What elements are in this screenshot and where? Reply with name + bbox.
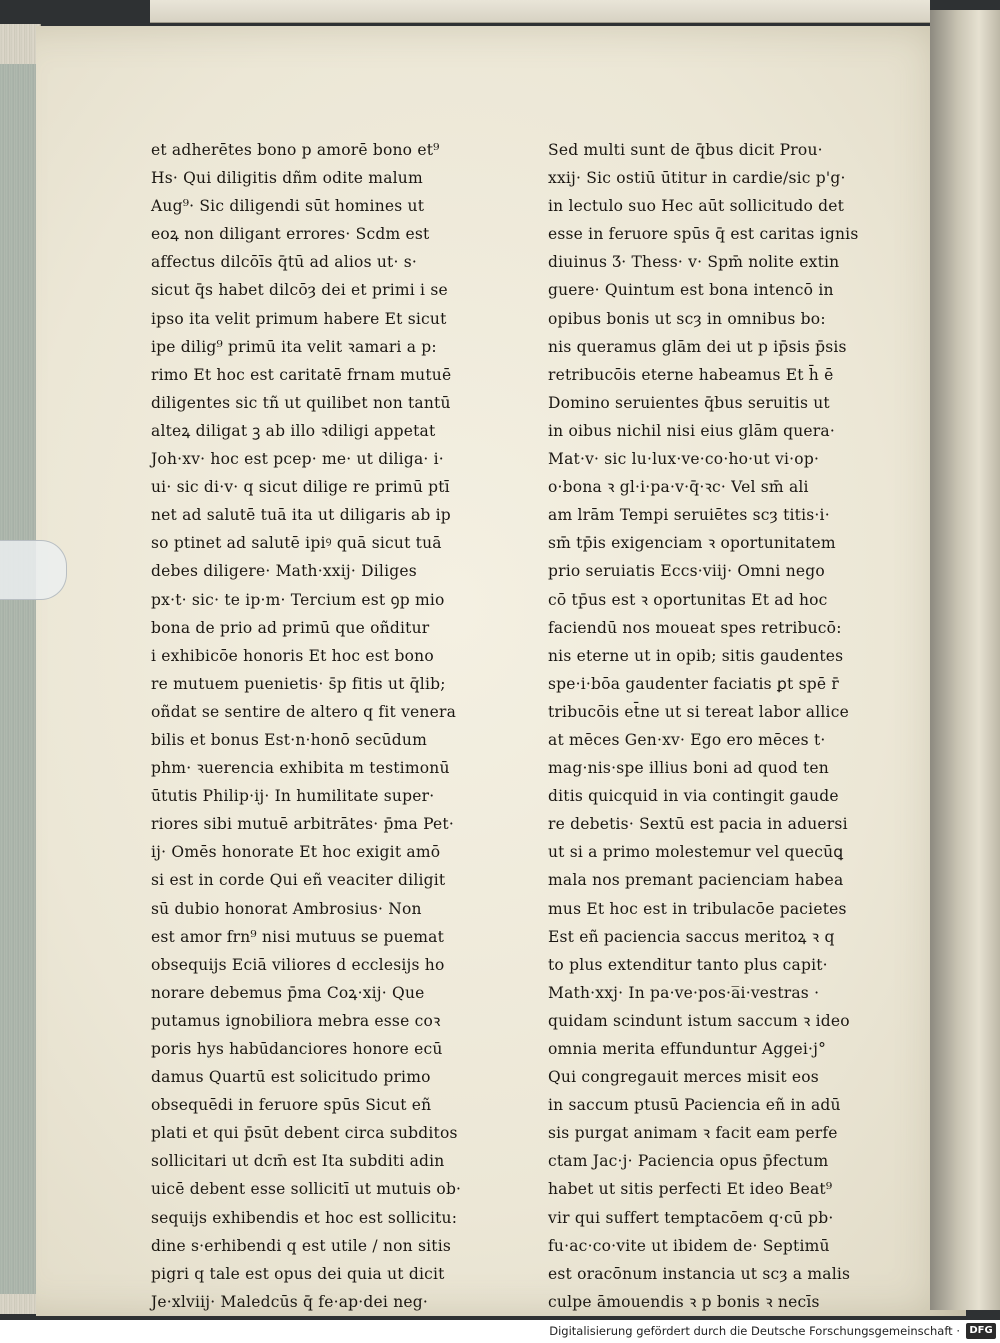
- text-line: Domino seruientes q̄bus seruitis ut: [548, 393, 830, 412]
- text-line: mus Et hoc est in tribulacōe pacietes: [548, 899, 847, 918]
- text-line: px·t· sic· te ip·m· Tercium est ꝯp mio: [151, 590, 445, 609]
- text-line: Qui congregauit merces misit eos: [548, 1068, 819, 1087]
- footer-credit: Digitalisierung gefördert durch die Deutsche Forschungsgemeinschaft ·: [549, 1324, 960, 1338]
- facing-page-edge: [150, 0, 930, 23]
- text-line: plati et qui p̄sūt debent circa subditos: [151, 1124, 458, 1143]
- text-line: xxij· Sic ostiū ūtitur in cardie/sic p'g·: [548, 169, 846, 188]
- text-line: uicē debent esse sollicitī ut mutuis ob·: [151, 1180, 462, 1199]
- text-line: quidam scindunt istum saccum ꝛ ideo: [548, 1011, 850, 1030]
- text-line: sequijs exhibendis et hoc est sollicitu:: [151, 1208, 458, 1227]
- text-line: prio seruiatis Eccs·viij· Omni nego: [548, 562, 825, 581]
- text-column-left: [151, 136, 481, 1316]
- dfg-logo: DFG: [966, 1323, 996, 1339]
- text-line: net ad salutē tuā ita ut diligaris ab ip: [151, 506, 451, 525]
- text-line: faciendū nos moueat spes retribucō:: [548, 618, 842, 637]
- text-line: Mat·v· sic lu·lux·ve·co·ho·ut vi·op·: [548, 450, 820, 469]
- text-line: bona de prio ad primū que oñditur: [151, 618, 430, 637]
- text-line: sm̄ tp̄is exigenciam ꝛ oportunitatem: [548, 534, 836, 553]
- text-line: diligentes sic tñ ut quilibet non tantū: [151, 393, 451, 412]
- text-line: putamus ignobiliora mebra esse coꝛ: [151, 1011, 441, 1030]
- text-line: phm· ꝛuerencia exhibita m testimonū: [151, 759, 450, 778]
- text-line: norare debemus p̄ma Coꝝ·xij· Que: [151, 983, 425, 1002]
- text-line: bilis et bonus Est·n·honō secūdum: [151, 730, 427, 749]
- text-line: o·bona ꝛ gl·i·pa·v·q̄·ꝛc· Vel sm̄ ali: [548, 478, 809, 497]
- text-line: oñdat se sentire de altero q fit venera: [151, 702, 457, 721]
- text-column-right: [548, 136, 883, 1316]
- text-line: Je·xlviij· Maledcūs q̄ fe·ap·dei neg·: [151, 1292, 429, 1311]
- text-line: riores sibi mutuē arbitrātes· p̄ma Pet·: [151, 815, 454, 834]
- text-line: dine s·erhibendi q est utile / non sitis: [151, 1236, 452, 1255]
- text-line: eoꝝ non diligant errores· Scdm est: [151, 225, 430, 244]
- text-line: at mēces Gen·xv· Ego ero mēces t·: [548, 730, 826, 749]
- text-line: to plus extenditur tanto plus capit·: [548, 955, 828, 974]
- text-line: Sed multi sunt de q̄bus dicit Prou·: [548, 141, 823, 159]
- text-line: ctam Jac·j· Paciencia opus p̄fectum: [548, 1152, 829, 1171]
- footer-bar: [0, 1320, 1000, 1343]
- text-line: diuinus Ӡ· Thess· v· Spm̄ nolite extin: [548, 253, 840, 272]
- text-line: re mutuem puenietis· s̄p fitis ut q̄lib;: [151, 674, 446, 693]
- text-line: sollicitari ut dcm̄ est Ita subditi adin: [151, 1152, 445, 1171]
- text-line: Est eñ paciencia saccus meritoꝝ ꝛ q: [548, 927, 835, 946]
- text-line: ut si a primo molestemur vel quecūꝗ: [548, 843, 844, 862]
- text-line: debes diligere· Math·xxij· Diliges: [151, 562, 417, 581]
- text-line: cō tp̄us est ꝛ oportunitas Et ad hoc: [548, 590, 828, 609]
- text-line: Joh·xv· hoc est pcep· me· ut diliga· i·: [151, 450, 444, 469]
- text-line: retribucōis eterne habeamus Et h̄ ē: [548, 365, 834, 384]
- text-line: in oibus nichil nisi eius glām quera·: [548, 421, 835, 440]
- text-line: pigri q tale est opus dei quia ut dicit: [151, 1264, 445, 1283]
- text-line: damus Quartū est solicitudo primo: [151, 1068, 431, 1087]
- page-stack-edges: [0, 24, 41, 1314]
- text-line: am lrām Tempi seruiētes scȝ titis·i·: [548, 506, 830, 525]
- text-line: fu·ac·co·vite ut ibidem de· Septimū: [548, 1236, 830, 1255]
- text-line: rimo Et hoc est caritatē frnam mutuē: [151, 365, 452, 384]
- text-line: poris hys habūdanciores honore ecū: [151, 1040, 443, 1058]
- text-line: ij· Omēs honorate Et hoc exigit amō: [151, 843, 441, 862]
- text-line: culpe āmouendis ꝛ p bonis ꝛ necīs: [548, 1292, 820, 1311]
- page-clip: [0, 540, 67, 600]
- text-line: in lectulo suo Hec aūt sollicitudo det: [548, 197, 845, 216]
- text-line: obsequijs Eciā viliores d ecclesijs ho: [151, 955, 445, 974]
- text-line: mala nos premant pacienciam habea: [548, 871, 844, 890]
- text-line: obsequēdi in feruore spūs Sicut eñ: [151, 1096, 432, 1115]
- text-line: habet ut sitis perfecti Et ideo Beat⁹: [548, 1180, 833, 1199]
- text-line: Math·xxj· In pa·ve·pos·a̅i·vestras ·: [548, 983, 820, 1002]
- text-line: opibus bonis ut scȝ in omnibus bo:: [548, 309, 826, 328]
- text-line: sicut q̄s habet dilcōȝ dei et primi i se: [151, 281, 448, 300]
- text-line: esse in feruore spūs q̄ est caritas ignis: [548, 225, 859, 244]
- text-line: et adherētes bono p amorē bono et⁹: [151, 141, 440, 159]
- text-line: est oracōnum instancia ut scȝ a malis: [548, 1264, 851, 1283]
- text-line: est amor frn⁹ nisi mutuus se puemat: [151, 927, 444, 946]
- text-line: ūtutis Philip·ij· In humilitate super·: [151, 787, 435, 806]
- text-line: tribucōis et̄ne ut si tereat labor allice: [548, 702, 849, 721]
- text-line: ditis quicquid in via contingit gaude: [548, 787, 839, 806]
- text-line: vir qui suffert temptacōem q·cū pb·: [548, 1208, 834, 1227]
- text-line: si est in corde Qui eñ veaciter diligit: [151, 871, 446, 890]
- text-line: spe·i·bōa gaudenter faciatis ꝑt spē r̄: [548, 674, 839, 693]
- text-line: Hs· Qui diligitis dñm odite malum: [151, 169, 423, 188]
- text-line: ipso ita velit primum habere Et sicut: [151, 309, 447, 328]
- text-line: guere· Quintum est bona intencō in: [548, 281, 834, 300]
- text-line: sū dubio honorat Ambrosius· Non: [151, 899, 422, 918]
- text-line: re debetis· Sextū est pacia in aduersi: [548, 815, 848, 834]
- text-line: Aug⁹· Sic diligendi sūt homines ut: [151, 197, 425, 216]
- text-line: omnia merita effunduntur Aggei·j°: [548, 1040, 827, 1058]
- text-line: so ptinet ad salutē ipiꝰ quā sicut tuā: [151, 534, 442, 553]
- text-line: sis purgat animam ꝛ facit eam perfe: [548, 1124, 838, 1143]
- text-line: ui· sic di·v· q sicut dilige re primū ptī: [151, 478, 450, 497]
- text-line: ipe dilig⁹ primū ita velit ꝛamari a p:: [151, 337, 437, 356]
- text-line: mag·nis·spe illius boni ad quod ten: [548, 759, 829, 778]
- text-line: nis queramus glām dei ut p ip̄sis p̄sis: [548, 337, 847, 356]
- text-line: i exhibicōe honoris Et hoc est bono: [151, 646, 434, 665]
- text-line: alteꝝ diligat ꝫ ab illo ꝛdiligi appetat: [151, 421, 436, 440]
- text-line: in saccum ptusū Paciencia eñ in adū: [548, 1096, 841, 1115]
- text-line: nis eterne ut in opib; sitis gaudentes: [548, 646, 844, 665]
- text-line: affectus dilcōīs q̄tū ad alios ut· s·: [151, 253, 418, 272]
- book-gutter: [930, 10, 1000, 1310]
